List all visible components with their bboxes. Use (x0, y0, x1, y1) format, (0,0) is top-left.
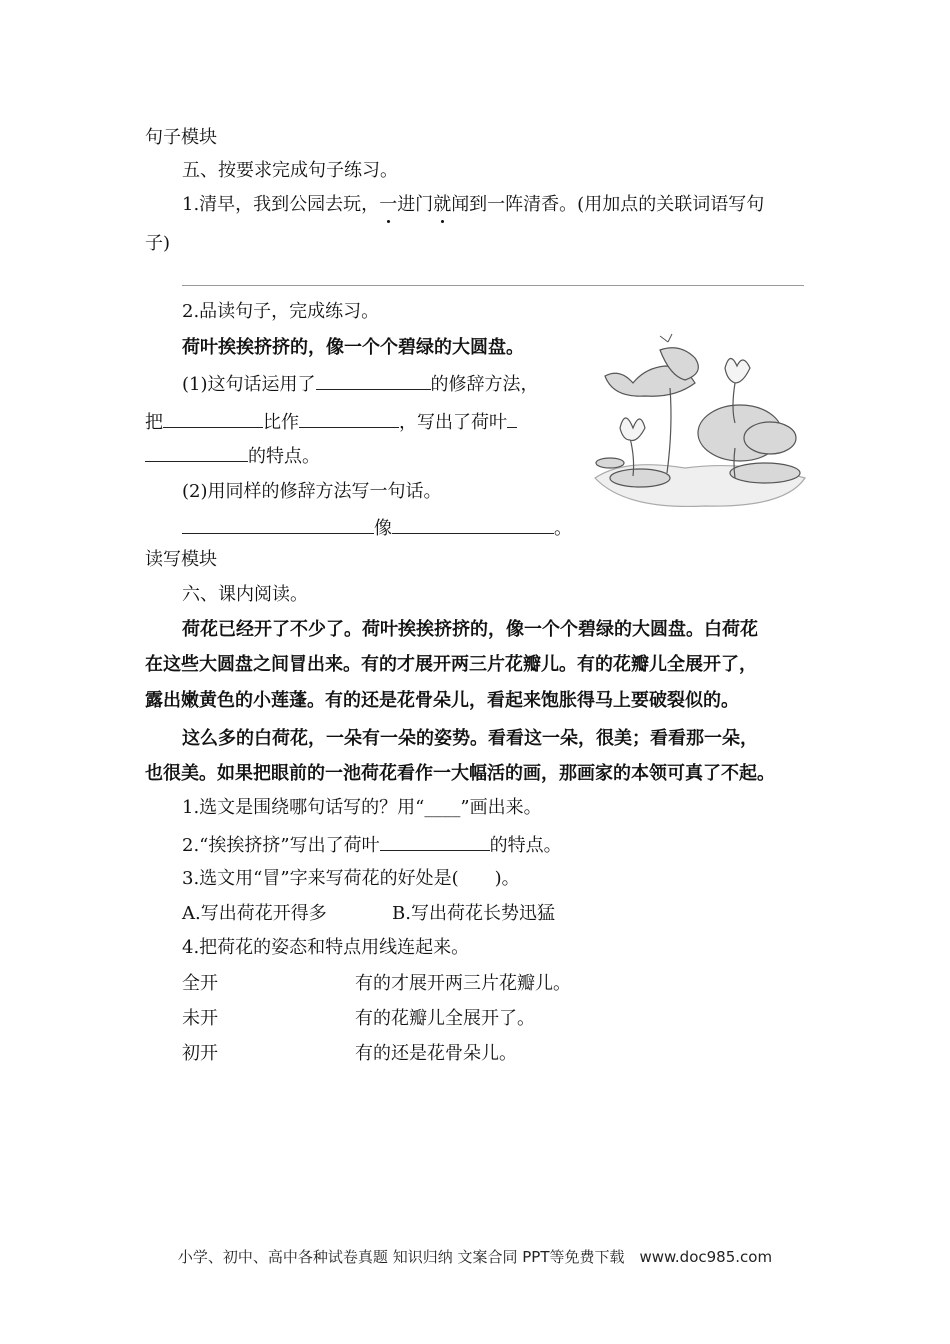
match-right-item[interactable]: 有的还是花骨朵儿。 (355, 1043, 517, 1064)
question-6-4: 4.把荷花的姿态和特点用线连起来。 (182, 937, 470, 958)
passage-line-4: 这么多的白荷花，一朵有一朵的姿势。看看这一朵，很美；看看那一朵， (182, 728, 758, 749)
q5-2-1-text-f: 的特点。 (248, 446, 320, 467)
question-6-title: 六、课内阅读。 (182, 584, 308, 605)
section-heading-sentence: 句子模块 (145, 127, 217, 148)
question-5-title: 五、按要求完成句子练习。 (182, 160, 398, 181)
passage-line-5: 也很美。如果把眼前的一池荷花看作一大幅活的画，那画家的本领可真了不起。 (145, 763, 775, 784)
option-b[interactable]: B.写出荷花长势迅猛 (392, 903, 555, 924)
answer-line[interactable] (182, 285, 804, 286)
blank-compared[interactable] (163, 409, 263, 428)
q5-1-text-post: 闻到一阵清香。(用加点的关联词语写句 (451, 194, 765, 215)
question-5-1 (182, 193, 764, 217)
page-footer: 小学、初中、高中各种试卷真题 知识归纳 文案合同 PPT等免费下载 www.doc985.com (177, 1248, 773, 1266)
blank-leaf-feature[interactable] (380, 832, 490, 851)
blank-compared-to[interactable] (299, 409, 399, 428)
q5-2-1-text-c: 把 (145, 412, 163, 433)
blank-object[interactable] (392, 515, 554, 534)
question-5-2-2: (2)用同样的修辞方法写一句话。 (182, 481, 442, 502)
q5-2-1-text-d: 比作 (263, 412, 299, 433)
question-5-2: 2.品读句子，完成练习。 (182, 301, 380, 322)
q5-2-2-like: 像 (374, 518, 392, 539)
q5-1-dotted-word-1: 一 (379, 194, 398, 215)
question-5-2-2-answer (182, 515, 572, 541)
passage-line-3: 露出嫩黄色的小莲蓬。有的还是花骨朵儿，看起来饱胀得马上要破裂似的。 (145, 690, 739, 711)
match-left-item[interactable]: 全开 (182, 973, 218, 994)
match-right-item[interactable]: 有的花瓣儿全展开了。 (355, 1008, 535, 1029)
section-heading-reading: 读写模块 (145, 549, 217, 570)
q5-1-text-pre: 1.清早，我到公园去玩， (182, 194, 380, 215)
q6-2-text-b: 的特点。 (489, 835, 562, 856)
blank-subject[interactable] (182, 515, 374, 534)
q5-2-1-text-e: ，写出了荷叶 (399, 412, 507, 433)
question-5-2-1-line3 (145, 443, 320, 469)
quoted-sentence: 荷叶挨挨挤挤的，像一个个碧绿的大圆盘。 (182, 337, 524, 358)
q5-1-dotted-word-2: 就 (433, 194, 452, 215)
passage-line-2: 在这些大圆盘之间冒出来。有的才展开两三片花瓣儿。有的花瓣儿全展开了， (145, 654, 757, 675)
blank-feature-start[interactable] (507, 409, 517, 428)
match-left-item[interactable]: 未开 (182, 1008, 218, 1029)
option-a[interactable]: A.写出荷花开得多 (182, 903, 327, 924)
match-left-item[interactable]: 初开 (182, 1043, 218, 1064)
question-5-2-1-line2 (145, 409, 517, 435)
q5-2-1-text-b: 的修辞方法， (430, 374, 539, 395)
blank-feature[interactable] (145, 443, 248, 462)
question-6-2 (182, 832, 562, 858)
q5-2-2-end: 。 (554, 518, 572, 539)
match-right-item[interactable]: 有的才展开两三片花瓣儿。 (355, 973, 571, 994)
q6-2-text-a: 2.“挨挨挤挤”写出了荷叶 (182, 835, 380, 856)
question-5-1-continued: 子) (145, 233, 171, 254)
q5-1-text-mid: 进门 (397, 194, 434, 215)
question-6-3: 3.选文用“冒”字来写荷花的好处是( )。 (182, 868, 520, 889)
question-5-2-1 (182, 371, 539, 397)
question-6-1: 1.选文是围绕哪句话写的？用“____”画出来。 (182, 797, 542, 818)
lotus-illustration (585, 328, 815, 513)
blank-rhetoric[interactable] (316, 371, 431, 390)
q5-2-1-text-a: (1)这句话运用了 (182, 374, 316, 395)
passage-line-1: 荷花已经开了不少了。荷叶挨挨挤挤的，像一个个碧绿的大圆盘。白荷花 (182, 619, 758, 640)
